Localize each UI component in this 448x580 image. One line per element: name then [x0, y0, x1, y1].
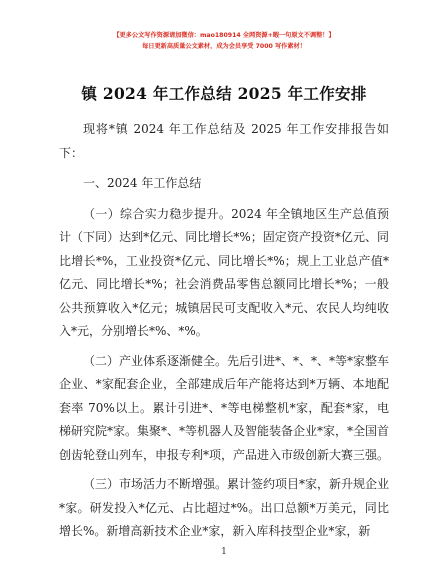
promo-banner-line-2: 每日更新高质量公文素材，成为会员享受 7000 写作素材！ — [142, 43, 306, 50]
promo-banner-line-1: 【更多公文写作资源请加微信：mao180914 全网资源+暇一句原文不调整！】 — [113, 32, 335, 39]
intro-paragraph: 现将*镇 2024 年工作总结及 2025 年工作安排报告如下： — [59, 122, 389, 160]
document-title: 镇 2024 年工作总结 2025 年工作安排 — [81, 84, 367, 103]
document-body — [59, 118, 389, 544]
page-number: 1 — [221, 547, 227, 557]
promo-banner — [0, 30, 448, 52]
paragraph-market-vitality: （三）市场活力不断增强。累计签约项目*家，新升规企业*家。研发投入*亿元、占比超过*%。出口总额*万美元，同比增长%。新增高新技术企业*家，新入库科技型企业*家，新 — [59, 477, 390, 538]
section-heading-1: 一、2024 年工作总结 — [83, 176, 202, 190]
paragraph-industry-system: （二）产业体系逐渐健全。先后引进*、*、*、*等*家整车企业、*家配套企业，全部建成后年产能将达到*万辆、本地配套率 70%以上。累计引进*、*等电梯整机*家，配套*家，电梯研究院*家。集聚*、*等机器人及智能装备企业*家，*全国首创齿轮登山列车，申报专利*项，产品进入市级创新大赛三强。 — [59, 353, 390, 462]
paragraph-economic-strength: （一）综合实力稳步提升。2024 年全镇地区生产总值预计（下同）达到*亿元、同比增长*%；固定资产投资*亿元、同比增长*%，工业投资*亿元、同比增长*%；规上工业总产值*亿元、同比增长*%；社会消费品零售总额同比增长*%；一般公共预算收入*亿元；城镇居民可支配收入*元、农民人均纯收入*元，分别增长*%、*%。 — [59, 206, 389, 338]
